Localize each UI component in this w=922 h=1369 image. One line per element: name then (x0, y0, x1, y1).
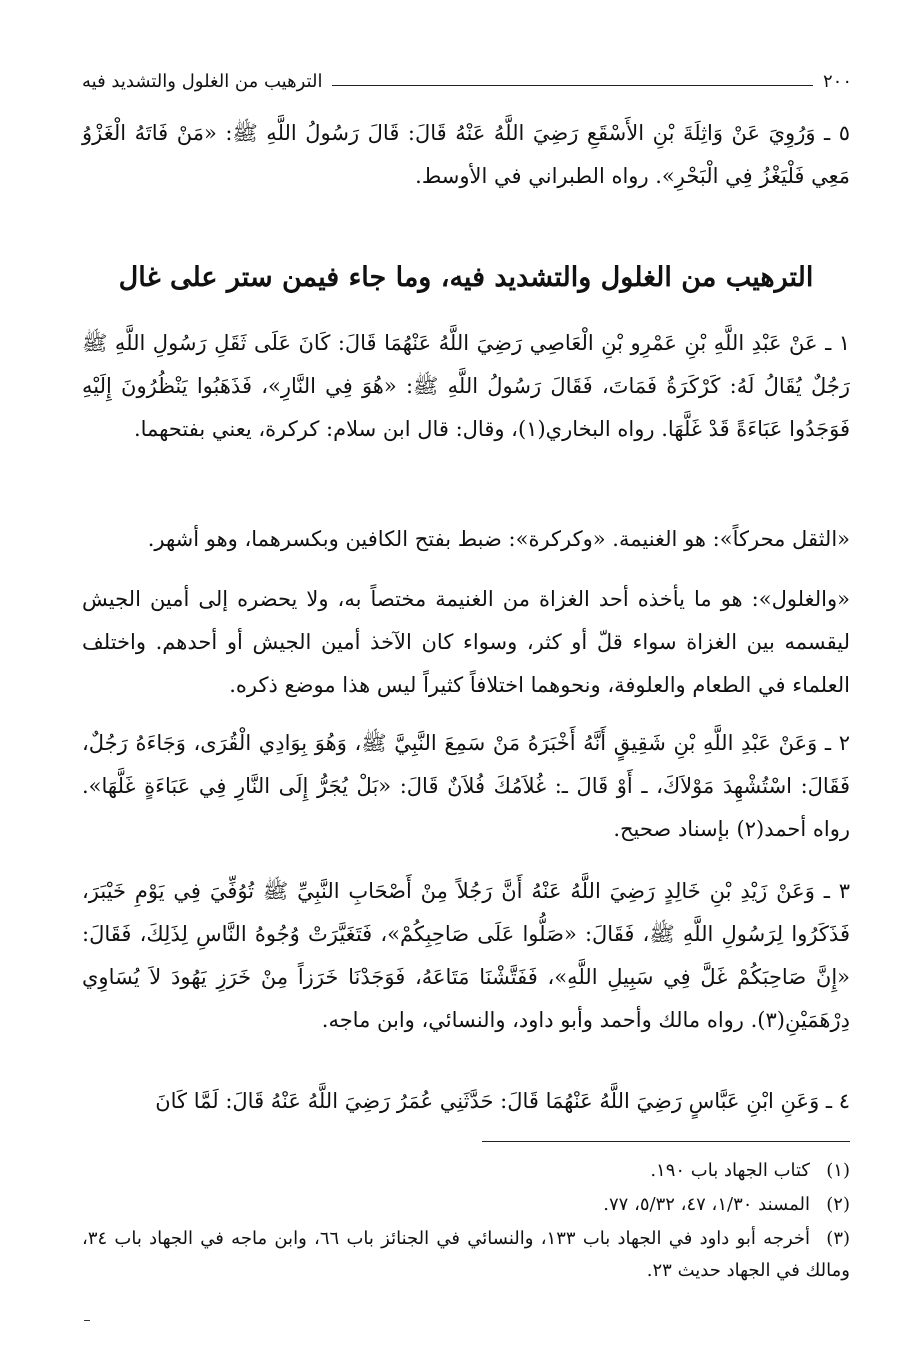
header-rule (332, 85, 813, 86)
explanation-thiql-paragraph: «الثقل محركاً»: هو الغنيمة. «وكركرة»: ضبط بفتح الكافين وبكسرهما، وهو أشهر. (147, 527, 850, 551)
hadith-1-paragraph: ١ ـ عَنْ عَبْدِ اللَّهِ بْنِ عَمْرِو بْنِ الْعَاصِي رَضِيَ اللَّهُ عَنْهُمَا قَالَ: كَانَ عَلَى ثَقَلِ رَسُولِ اللَّهِ ﷺ رَجُلٌ يُقَالُ لَهُ: كَرْكَرَةُ فَمَاتَ، فَقَالَ رَسُولُ اللَّهِ ﷺ: «هُوَ فِي النَّارِ»، فَذَهَبُوا يَنْظُرُونَ إِلَيْهِ فَوَجَدُوا عَبَاءَةً قَدْ غَلَّهَا. رواه البخاري(١)، وقال: قال ابن سلام: كركرة، يعني بفتحهما. (82, 331, 850, 441)
stray-mark (84, 1320, 90, 1321)
footnote-1-number: (١) (826, 1160, 850, 1181)
page-header (82, 64, 852, 92)
hadith-3-paragraph: ٣ ـ وَعَنْ زَيْدِ بْنِ خَالِدٍ رَضِيَ اللَّهُ عَنْهُ أَنَّ رَجُلاً مِنْ أَصْحَابِ النَّبِيِّ ﷺ تُوُفِّيَ فِي يَوْمِ خَيْبَرَ، فَذَكَرُوا لِرَسُولِ اللَّهِ ﷺ، فَقَالَ: «صَلُّوا عَلَى صَاحِبِكُمْ»، فَتَغَيَّرَتْ وُجُوهُ النَّاسِ لِذَلِكَ، فَقَالَ: «إِنَّ صَاحِبَكُمْ غَلَّ فِي سَبِيلِ اللَّهِ»، فَفَتَّشْنَا مَتَاعَهُ، فَوَجَدْنَا خَرَزاً مِنْ خَرَزِ يَهُودَ لاَ يُسَاوِي دِرْهَمَيْنِ(٣). رواه مالك وأحمد وأبو داود، والنسائي، وابن ماجه. (82, 879, 850, 1032)
footnote-3-number: (٣) (826, 1228, 851, 1249)
hadith-4-paragraph: ٤ ـ وَعَنِ ابْنِ عَبَّاسٍ رَضِيَ اللَّهُ عَنْهُمَا قَالَ: حَدَّثَنِي عُمَرُ رَضِيَ اللَّهُ عَنْهُ قَالَ: لَمَّا كَانَ (155, 1089, 850, 1113)
footnote-3-text: أخرجه أبو داود في الجهاد باب ١٣٣، والنسائي في الجنائز باب ٦٦، وابن ماجه في الجهاد باب ٣٤، ومالك في الجهاد حديث ٢٣. (82, 1228, 850, 1281)
running-title: الترهيب من الغلول والتشديد فيه (82, 71, 323, 92)
footnote-1 (82, 1155, 850, 1187)
explanation-ghulul-paragraph: «والغلول»: هو ما يأخذه أحد الغزاة من الغنيمة مختصاً به، ولا يحضره إلى أمين الجيش ليقسمه بين الغزاة سواء قلّ أو كثر، وسواء كان الآخذ أمين الجيش أو أحدهم. واختلف العلماء في الطعام والعلوفة، ونحوهما اختلافاً كثيراً ليس هذا موضع ذكره. (82, 587, 850, 697)
section-heading: الترهيب من الغلول والتشديد فيه، وما جاء فيمن ستر على غال (118, 262, 814, 293)
footnote-2-number: (٢) (826, 1194, 850, 1215)
footnote-3 (82, 1223, 850, 1287)
page-number: ٢٠٠ (822, 71, 852, 92)
footnote-2-text: المسند ١/٣٠، ٤٧، ٥/٣٢، ٧٧. (603, 1194, 810, 1215)
footnote-separator (482, 1141, 850, 1142)
hadith-5-paragraph: ٥ ـ وَرُوِيَ عَنْ وَاثِلَةَ بْنِ الأَسْقَعِ رَضِيَ اللَّهُ عَنْهُ قَالَ: قَالَ رَسُولُ اللَّهِ ﷺ: «مَنْ فَاتَهُ الْغَزْوُ مَعِي فَلْيَغْزُ فِي الْبَحْرِ». رواه الطبراني في الأوسط. (82, 121, 850, 188)
footnote-2 (82, 1189, 850, 1221)
footnote-1-text: كتاب الجهاد باب ١٩٠. (650, 1160, 810, 1181)
hadith-2-paragraph: ٢ ـ وَعَنْ عَبْدِ اللَّهِ بْنِ شَقِيقٍ أَنَّهُ أَخْبَرَهُ مَنْ سَمِعَ النَّبِيَّ ﷺ، وَهُوَ بِوَادِي الْقُرَى، وَجَاءَهُ رَجُلٌ، فَقَالَ: اسْتُشْهِدَ مَوْلاَكَ، ـ أَوْ قَالَ ـ: غُلاَمُكَ فُلاَنٌ قَالَ: «بَلْ يُجَرُّ إِلَى النَّارِ فِي عَبَاءَةٍ غَلَّهَا». رواه أحمد(٢) بإسناد صحيح. (82, 731, 850, 841)
